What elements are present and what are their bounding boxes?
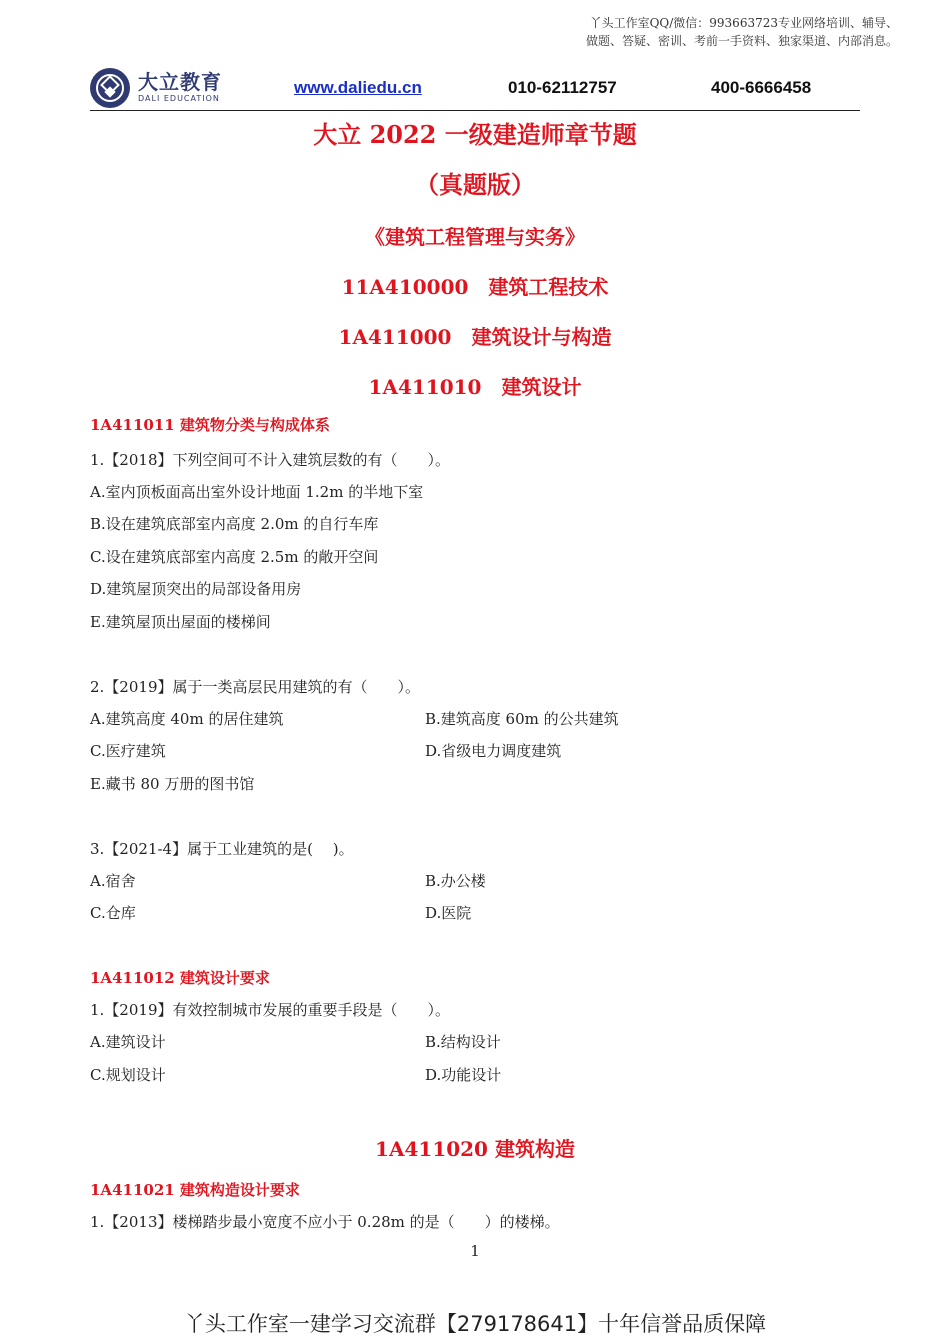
question-2-option-c: C.医疗建筑 <box>90 742 166 760</box>
question-4-option-c: C.规划设计 <box>90 1066 166 1084</box>
edition-label: （真题版） <box>415 170 535 199</box>
document-title: 大立 2022 一级建造师章节题 <box>313 120 637 149</box>
top-note-line-2: 做题、答疑、密训、考前一手资料、独家渠道、内部消息。 <box>585 34 898 48</box>
logo-name: 大立教育 <box>138 70 222 94</box>
book-title: 《建筑工程管理与实务》 <box>365 225 585 249</box>
question-3-option-b: B.办公楼 <box>425 872 486 890</box>
subsection-heading: 1A411010 建筑设计 <box>368 375 582 399</box>
chapter-heading: 11A410000 建筑工程技术 <box>341 275 609 299</box>
question-2-option-d: D.省级电力调度建筑 <box>425 742 562 760</box>
question-3-option-c: C.仓库 <box>90 904 136 922</box>
question-1-stem: 1.【2018】下列空间可不计入建筑层数的有（ ）。 <box>90 451 450 469</box>
question-1-option-b: B.设在建筑底部室内高度 2.0m 的自行车库 <box>90 515 379 533</box>
page-number: 1 <box>470 1242 480 1260</box>
top-note-line-1: 丫头工作室QQ/微信：993663723专业网络培训、辅导、 <box>589 16 898 30</box>
question-5-stem: 1.【2013】楼梯踏步最小宽度不应小于 0.28m 的是（ ）的楼梯。 <box>90 1213 560 1231</box>
logo <box>90 66 222 110</box>
question-3-option-a: A.宿舍 <box>90 872 136 890</box>
question-4-option-b: B.结构设计 <box>425 1033 501 1051</box>
topic-heading-2: 1A411012 建筑设计要求 <box>90 969 270 987</box>
question-1-option-e: E.建筑屋顶出屋面的楼梯间 <box>90 613 271 631</box>
question-3-stem: 3.【2021-4】属于工业建筑的是( )。 <box>90 840 354 858</box>
question-1-option-d: D.建筑屋顶突出的局部设备用房 <box>90 580 302 598</box>
header-divider <box>90 110 860 111</box>
topic-heading-1: 1A411011 建筑物分类与构成体系 <box>90 416 330 434</box>
question-4-option-a: A.建筑设计 <box>90 1033 166 1051</box>
question-2-stem: 2.【2019】属于一类高层民用建筑的有（ ）。 <box>90 678 420 696</box>
topic-heading-3: 1A411021 建筑构造设计要求 <box>90 1181 300 1199</box>
question-2-option-e: E.藏书 80 万册的图书馆 <box>90 775 255 793</box>
question-1-option-a: A.室内顶板面高出室外设计地面 1.2m 的半地下室 <box>90 483 424 501</box>
question-1-option-c: C.设在建筑底部室内高度 2.5m 的敞开空间 <box>90 548 379 566</box>
top-note <box>478 14 898 50</box>
footer-note: 丫头工作室一建学习交流群【279178641】十年信誉品质保障 <box>183 1312 767 1336</box>
logo-tagline: DALI EDUCATION <box>138 94 220 103</box>
question-2-option-a: A.建筑高度 40m 的居住建筑 <box>90 710 284 728</box>
phone-number-1: 010-62112757 <box>508 78 617 97</box>
subsection-heading-2: 1A411020 建筑构造 <box>375 1137 575 1161</box>
section-heading: 1A411000 建筑设计与构造 <box>338 325 612 349</box>
question-4-option-d: D.功能设计 <box>425 1066 502 1084</box>
question-4-stem: 1.【2019】有效控制城市发展的重要手段是（ ）。 <box>90 1001 450 1019</box>
question-2-option-b: B.建筑高度 60m 的公共建筑 <box>425 710 619 728</box>
logo-emblem-icon <box>90 68 130 108</box>
website-link[interactable]: www.daliedu.cn <box>294 78 422 97</box>
question-3-option-d: D.医院 <box>425 904 472 922</box>
phone-number-2: 400-6666458 <box>711 78 812 97</box>
